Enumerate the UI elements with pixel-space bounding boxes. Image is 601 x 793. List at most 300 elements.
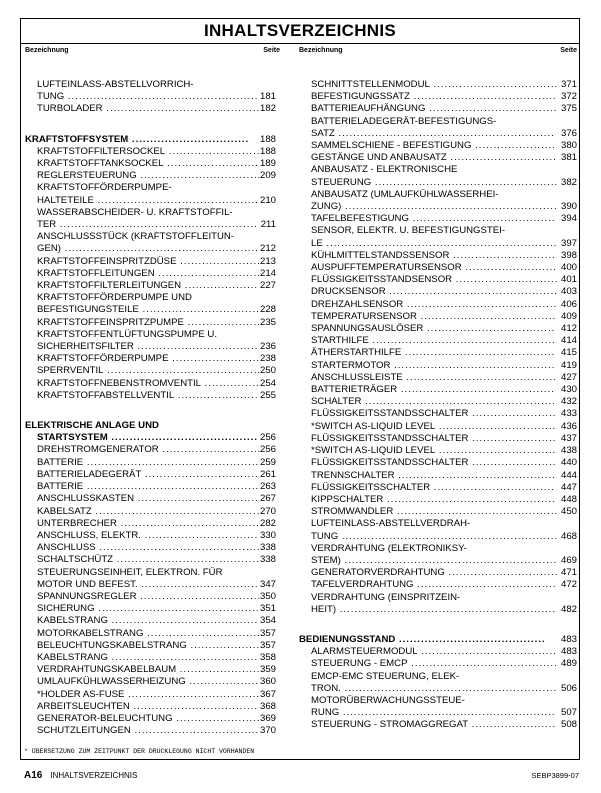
entry-title: GENERATOR-BELEUCHTUNG .......................: [37, 712, 261, 724]
entry-title: STEUERUNG - STROMAGGREGAT .......................: [311, 719, 557, 731]
dot-leader: ...............................................................: [322, 237, 558, 249]
dot-leader: ............................................: [390, 359, 556, 371]
entry-page: 259: [259, 456, 276, 468]
entry-page: 469: [560, 554, 577, 566]
toc-entry[interactable]: [25, 329, 280, 341]
entry-page: 357: [259, 627, 276, 639]
entry-title: TRON. ..........................................................: [311, 682, 558, 694]
entry-title: ÄTHERSTARTHILFE .........................................: [311, 347, 556, 359]
dot-leader: .............................................: [91, 505, 261, 517]
entry-page: 267: [259, 493, 276, 505]
toc-entry[interactable]: [25, 353, 280, 365]
toc-entry[interactable]: [299, 128, 577, 140]
entry-page: 506: [560, 682, 577, 694]
dot-leader: ..........................................................: [339, 707, 556, 719]
entry-page: 235: [259, 316, 276, 328]
dot-leader: .................................: [430, 481, 555, 493]
dot-leader: ............................................: [93, 194, 259, 206]
toc-entry[interactable]: [25, 567, 280, 579]
toc-entry[interactable]: [25, 365, 280, 377]
toc-entry[interactable]: [299, 360, 577, 372]
column-header: [25, 47, 280, 59]
document-number: SEBP3899-07: [531, 771, 579, 780]
entry-title: SATZ ...........................................................: [311, 127, 555, 139]
dot-leader: ......................................: [413, 579, 557, 591]
entry-title: KIPPSCHALTER ..............................................: [311, 493, 556, 505]
toc-entry[interactable]: [299, 250, 577, 262]
header-name: Bezeichnung: [299, 47, 343, 54]
entry-page: 238: [259, 353, 276, 365]
entry-page: 250: [259, 365, 276, 377]
toc-entry[interactable]: [299, 555, 577, 567]
dot-leader: ...............................: [140, 529, 259, 541]
entry-page: 368: [259, 700, 276, 712]
toc-entry[interactable]: [299, 683, 577, 695]
toc-entry[interactable]: [299, 189, 577, 201]
toc-entry[interactable]: [25, 158, 280, 170]
dot-leader: .................................: [136, 590, 262, 602]
toc-section[interactable]: [299, 634, 577, 646]
entry-title: ALARMSTEUERMODUL .....................................: [311, 646, 557, 658]
left-entry-list: [25, 79, 280, 737]
dot-leader: ...............................: [141, 468, 259, 480]
left-column: [25, 45, 280, 737]
entry-page: 255: [259, 389, 276, 401]
dot-leader: .............................: [446, 152, 557, 164]
toc-entry[interactable]: [299, 470, 577, 482]
entry-title: SPANNUNGSREGLER .................................: [37, 590, 262, 602]
entry-page: 483: [560, 633, 577, 645]
entry-page: 450: [560, 506, 577, 518]
dot-leader: .................................: [133, 341, 259, 353]
toc-entry[interactable]: [299, 408, 577, 420]
toc-entry[interactable]: [299, 91, 577, 103]
dot-leader: ..........................................................: [341, 201, 558, 213]
toc-entry[interactable]: [25, 603, 280, 615]
toc-entry[interactable]: [25, 378, 280, 390]
section-gap: [299, 616, 577, 634]
entry-page: 367: [259, 688, 276, 700]
entry-title: SICHERUNG ............................................: [37, 603, 260, 615]
entry-title: SCHUTZLEITUNGEN ..................................: [37, 725, 260, 737]
dot-leader: ...........................................................: [334, 127, 555, 139]
entry-page: 433: [560, 408, 577, 420]
dot-leader: .......................: [468, 719, 557, 731]
entry-title: TAFELVERDRAHTUNG ......................................: [311, 579, 557, 591]
dot-leader: ...............: [201, 377, 260, 389]
dot-leader: ........................................: [407, 658, 558, 670]
toc-entry[interactable]: [299, 707, 577, 719]
toc-entry[interactable]: [299, 567, 577, 579]
entry-page: 482: [560, 603, 577, 615]
entry-page: 338: [259, 554, 276, 566]
toc-entry[interactable]: [25, 579, 280, 591]
toc-entry[interactable]: [25, 518, 280, 530]
entry-page: 381: [560, 152, 577, 164]
entry-title: DREHZAHLSENSOR .........................................: [311, 298, 558, 310]
toc-entry[interactable]: [25, 195, 280, 207]
entry-title: GESTÄNGE UND ANBAUSATZ .............................: [311, 152, 557, 164]
dot-leader: ........................................: [107, 615, 259, 627]
toc-section[interactable]: [25, 134, 280, 146]
toc-entry[interactable]: [299, 719, 577, 731]
toc-entry[interactable]: [25, 219, 280, 231]
entry-title: MOTORÜBERWACHUNGSSTEUE-: [311, 694, 465, 706]
entry-page: 468: [560, 530, 577, 542]
entry-title: SCHNITTSTELLENMODUL ..................................: [311, 79, 559, 90]
toc-entry[interactable]: [299, 164, 577, 176]
entry-title: FLÜSSIGKEITSSTANDSSCHALTER .......................: [311, 408, 557, 420]
toc-entry[interactable]: [299, 579, 577, 591]
entry-title: KRAFTSTOFFABSTELLVENTIL ......................: [37, 389, 259, 401]
entry-page: 338: [259, 542, 276, 554]
entry-page: 256: [259, 432, 276, 444]
entry-page: 182: [259, 103, 276, 115]
toc-entry[interactable]: [299, 482, 577, 494]
toc-entry[interactable]: [299, 262, 577, 274]
toc-entry[interactable]: [25, 469, 280, 481]
toc-entry[interactable]: [25, 231, 280, 243]
entry-title: SENSOR, ELEKTR. U. BEFESTIGUNGSTEI-: [311, 225, 506, 237]
toc-entry[interactable]: [299, 79, 577, 91]
toc-entry[interactable]: [299, 140, 577, 152]
entry-title: LUFTEINLASS-ABSTELLVERDRAH-: [311, 518, 471, 530]
entry-title: BEFESTIGUNGSTEILE ................................: [37, 304, 260, 316]
entry-title: STARTERMOTOR ............................................: [311, 359, 556, 371]
toc-entry[interactable]: [299, 335, 577, 347]
dot-leader: ................................: [128, 133, 250, 145]
page-title: INHALTSVERZEICHNIS: [21, 19, 579, 44]
entry-title: FLÜSSIGKEITSSTANDSSCHALTER .......................: [311, 457, 557, 469]
entry-title: KÜHLMITTELSTANDSSENSOR ............................: [311, 249, 556, 261]
entry-title: KRAFTSTOFFNEBENSTROMVENTIL ...............: [37, 377, 260, 389]
entry-page: 371: [560, 79, 577, 90]
entry-page: 370: [259, 725, 276, 737]
entry-page: 382: [560, 176, 577, 188]
toc-entry[interactable]: [25, 725, 280, 737]
dot-leader: ....................: [183, 316, 261, 328]
footer-title: INHALTSVERZEICHNIS: [50, 771, 138, 780]
entry-page: 351: [259, 603, 276, 615]
header-name: Bezeichnung: [25, 47, 69, 54]
entry-page: 397: [560, 237, 577, 249]
entry-title: ANSCHLUSSSTÜCK (KRAFTSTOFFLEITUN-: [37, 231, 235, 243]
footnote: * ÜBERSETZUNG ZUM ZEITPUNKT DER DRUCKLEGUNG NICHT VORHANDEN: [24, 748, 255, 755]
dot-leader: ..........................................: [102, 103, 261, 115]
entry-page: 376: [560, 127, 577, 139]
toc-entry[interactable]: [299, 177, 577, 189]
toc-entry[interactable]: [25, 664, 280, 676]
entry-title: LUFTEINLASS-ABSTELLVORRICH-: [37, 79, 194, 90]
entry-title: BEDIENUNGSSTAND ........................................: [299, 633, 546, 645]
toc-entry[interactable]: [25, 652, 280, 664]
toc-entry[interactable]: [299, 531, 577, 543]
toc-entry[interactable]: [25, 268, 280, 280]
toc-entry[interactable]: [299, 592, 577, 604]
entry-title: MOTORKABELSTRANG ...............................: [37, 627, 261, 639]
entry-title: ANBAUSATZ (UMLAUFKÜHLWASSERHEI-: [311, 188, 499, 200]
dot-leader: .........................................: [402, 371, 557, 383]
toc-entry[interactable]: [25, 591, 280, 603]
entry-page: 357: [259, 639, 276, 651]
entry-page: 359: [259, 664, 276, 676]
toc-entry[interactable]: [299, 494, 577, 506]
header-page: Seite: [560, 47, 577, 54]
dot-leader: .....................................: [416, 310, 557, 322]
dot-leader: ....................................................: [64, 91, 259, 103]
toc-entry[interactable]: [25, 713, 280, 725]
toc-entry[interactable]: [25, 542, 280, 554]
entry-title: SICHERHEITSFILTER .................................: [37, 341, 259, 353]
dot-leader: ............................: [449, 249, 556, 261]
section-gap: [25, 116, 280, 134]
dot-leader: .........................................: [401, 347, 556, 359]
entry-title: KRAFTSTOFFÖRDERPUMPE UND: [37, 292, 192, 304]
header-page: Seite: [263, 47, 280, 54]
entry-page: 209: [259, 170, 276, 182]
entry-title: VERDRAHTUNG (EINSPRITZEIN-: [311, 591, 461, 603]
dot-leader: .......................................: [409, 91, 557, 103]
toc-entry[interactable]: [25, 701, 280, 713]
toc-entry[interactable]: [299, 238, 577, 250]
entry-title: TAFELBEFESTIGUNG .......................................: [311, 213, 556, 225]
dot-leader: ............................: [154, 267, 261, 279]
entry-title: ANBAUSATZ - ELEKTRONISCHE: [311, 164, 458, 176]
page-footer-left: [24, 770, 137, 781]
toc-entry[interactable]: [299, 658, 577, 670]
entry-page: 472: [560, 579, 577, 591]
entry-page: 211: [260, 219, 276, 231]
entry-title: FLÜSSIGKEITSSTANDSENSOR ............................: [311, 274, 559, 286]
entry-title: BATTERIETRÄGER ..........................................: [311, 384, 555, 396]
entry-title: BATTERIE ...............................................: [37, 481, 260, 493]
dot-leader: .......................................: [113, 554, 260, 566]
toc-entry[interactable]: [25, 615, 280, 627]
entry-title: MOTOR UND BEFEST. ................................: [37, 578, 259, 590]
entry-title: BATTERIE ...............................................: [37, 456, 260, 468]
toc-entry[interactable]: [25, 146, 280, 158]
dot-leader: ......................: [176, 255, 261, 267]
dot-leader: .........................................: [403, 298, 558, 310]
dot-leader: ........................: [168, 353, 261, 365]
entry-page: 282: [259, 517, 276, 529]
entry-page: 508: [560, 719, 577, 731]
toc-entry[interactable]: [25, 280, 280, 292]
dot-leader: ......................................: [116, 517, 260, 529]
dot-leader: ..............................................: [385, 286, 558, 298]
toc-entry[interactable]: [299, 543, 577, 555]
toc-section[interactable]: [25, 432, 280, 444]
toc-entry[interactable]: [25, 103, 280, 115]
entry-title: *SWITCH AS-LIQUID LEVEL ................................: [311, 420, 557, 432]
toc-entry[interactable]: [299, 421, 577, 433]
entry-title: ARBEITSLEUCHTEN ..................................: [37, 700, 259, 712]
dot-leader: ..................................: [130, 725, 260, 737]
toc-entry[interactable]: [299, 384, 577, 396]
entry-title: HEIT) ...........................................................: [311, 603, 556, 615]
entry-title: STROMWANDLER ............................................: [311, 506, 559, 518]
entry-page: 406: [560, 298, 577, 310]
entry-page: 444: [560, 469, 577, 481]
toc-entry[interactable]: [299, 225, 577, 237]
toc-entry[interactable]: [25, 689, 280, 701]
toc-entry[interactable]: [25, 292, 280, 304]
entry-title: ANSCHLUSS ............................................: [37, 542, 261, 554]
toc-entry[interactable]: [25, 554, 280, 566]
toc-entry[interactable]: [299, 103, 577, 115]
dot-leader: ..........................................................: [340, 682, 558, 694]
entry-title: STEM) ..........................................................: [311, 554, 558, 566]
dot-leader: ......................: [471, 140, 556, 152]
entry-page: 403: [560, 286, 577, 298]
entry-page: 254: [259, 377, 276, 389]
entry-title: STARTHILFE ..................................................: [311, 335, 556, 347]
entry-title: SAMMELSCHIENE - BEFESTIGUNG ......................: [311, 140, 556, 152]
toc-entry[interactable]: [299, 396, 577, 408]
dot-leader: .......................: [468, 432, 557, 444]
entry-title: KRAFTSTOFFILTERSOCKEL .........................: [37, 145, 261, 157]
toc-entry[interactable]: [299, 286, 577, 298]
toc-entry[interactable]: [25, 341, 280, 353]
entry-page: 440: [560, 457, 577, 469]
dot-leader: .................................: [136, 170, 262, 182]
entry-title: BATTERIELADEGERÄT-BEFESTIGUNGS-: [311, 115, 497, 127]
entry-page: 360: [259, 676, 276, 688]
toc-entry[interactable]: [25, 530, 280, 542]
toc-entry[interactable]: [299, 518, 577, 530]
entry-title: SPANNUNGSAUSLÖSER ...................................: [311, 323, 556, 335]
dot-leader: ............................: [452, 274, 559, 286]
entry-page: 437: [560, 432, 577, 444]
entry-title: KRAFTSTOFFSYSTEM ................................: [25, 133, 250, 145]
dot-leader: .....................................................: [60, 243, 259, 255]
entry-title: TER ......................................................: [37, 219, 258, 231]
toc-section[interactable]: [25, 420, 280, 432]
entry-title: KRAFTSTOFFLEITUNGEN ............................: [37, 267, 261, 279]
dot-leader: .........................: [461, 262, 557, 274]
entry-page: 401: [560, 274, 577, 286]
entry-page: 430: [560, 384, 577, 396]
entry-title: STARTSYSTEM ........................................: [37, 432, 259, 444]
entry-page: 236: [259, 341, 276, 353]
entry-page: 261: [259, 468, 276, 480]
entry-page: 448: [560, 493, 577, 505]
toc-entry[interactable]: [25, 390, 280, 402]
dot-leader: ....................................................: [361, 396, 556, 408]
toc-entry[interactable]: [299, 433, 577, 445]
page-number: A16: [24, 770, 43, 781]
toc-entry[interactable]: [25, 243, 280, 255]
entry-page: 330: [259, 529, 276, 541]
entry-page: 181: [259, 91, 276, 103]
dot-leader: ..................................................: [371, 176, 559, 188]
entry-title: DRUCKSENSOR ..............................................: [311, 286, 558, 298]
toc-entry[interactable]: [299, 152, 577, 164]
toc-entry[interactable]: [299, 372, 577, 384]
toc-entry[interactable]: [25, 506, 280, 518]
dot-leader: ................................: [435, 420, 557, 432]
toc-entry[interactable]: [25, 628, 280, 640]
toc-entry[interactable]: [299, 695, 577, 707]
entry-title: ANSCHLUSS, ELEKTR. ...............................: [37, 529, 259, 541]
toc-entry[interactable]: [25, 317, 280, 329]
entry-title: HALTETEILE ............................................: [37, 194, 259, 206]
entry-title: KRAFTSTOFFILTERLEITUNGEN ....................: [37, 280, 259, 292]
toc-entry[interactable]: [25, 256, 280, 268]
entry-page: 380: [560, 140, 577, 152]
toc-entry[interactable]: [299, 299, 577, 311]
toc-entry[interactable]: [299, 445, 577, 457]
dot-leader: ........................................: [395, 633, 546, 645]
entry-title: FLÜSSIGKEITSSCHALTER .................................: [311, 481, 555, 493]
entry-title: REGLERSTEUERUNG .................................: [37, 170, 262, 182]
entry-title: KABELSTRANG ........................................: [37, 651, 259, 663]
entry-title: ELEKTRISCHE ANLAGE UND: [25, 420, 159, 432]
toc-entry[interactable]: [25, 676, 280, 688]
toc-entry[interactable]: [25, 182, 280, 194]
entry-page: 213: [259, 255, 276, 267]
toc-entry[interactable]: [299, 323, 577, 335]
toc-entry[interactable]: [25, 457, 280, 469]
dot-leader: ....................: [181, 280, 259, 292]
entry-title: ANSCHLUSSKASTEN .................................: [37, 493, 259, 505]
toc-entry[interactable]: [25, 207, 280, 219]
toc-entry[interactable]: [25, 444, 280, 456]
right-entry-list: [299, 79, 577, 732]
toc-entry[interactable]: [299, 213, 577, 225]
entry-page: 369: [259, 712, 276, 724]
toc-entry[interactable]: [299, 311, 577, 323]
entry-title: SCHALTSCHÜTZ .......................................: [37, 554, 260, 566]
dot-leader: .........................: [165, 145, 261, 157]
toc-entry[interactable]: [299, 457, 577, 469]
dot-leader: .......................: [468, 457, 557, 469]
toc-entry[interactable]: [25, 91, 280, 103]
toc-entry[interactable]: [299, 506, 577, 518]
entry-title: KRAFTSTOFFEINSPRITZDÜSE ......................: [37, 255, 261, 267]
entry-title: EMCP-EMC STEUERUNG, ELEK-: [311, 670, 460, 682]
entry-page: 390: [560, 201, 577, 213]
toc-entry[interactable]: [25, 304, 280, 316]
entry-title: KABELSATZ .............................................: [37, 505, 261, 517]
entry-page: 419: [560, 359, 577, 371]
toc-entry[interactable]: [299, 646, 577, 658]
entry-title: LE ...............................................................: [311, 237, 558, 249]
entry-page: 347: [259, 578, 276, 590]
entry-page: 270: [259, 505, 276, 517]
dot-leader: .................................: [134, 493, 259, 505]
entry-page: 447: [560, 481, 577, 493]
toc-entry[interactable]: [299, 201, 577, 213]
entry-title: BEFESTIGUNGSSATZ .......................................: [311, 91, 557, 103]
toc-entry[interactable]: [299, 671, 577, 683]
entry-page: 372: [560, 91, 577, 103]
toc-entry[interactable]: [25, 493, 280, 505]
dot-leader: ............................................: [94, 603, 260, 615]
toc-entry[interactable]: [25, 170, 280, 182]
toc-entry[interactable]: [25, 640, 280, 652]
entry-title: *SWITCH AS-LIQUID LEVEL ................................: [311, 445, 557, 457]
toc-entry[interactable]: [25, 79, 280, 91]
toc-entry[interactable]: [299, 604, 577, 616]
toc-entry[interactable]: [25, 481, 280, 493]
toc-entry[interactable]: [299, 347, 577, 359]
dot-leader: ...........................................................: [336, 603, 556, 615]
entry-title: ZUNG) ..........................................................: [311, 201, 558, 213]
toc-entry[interactable]: [299, 274, 577, 286]
toc-entry[interactable]: [299, 116, 577, 128]
dot-leader: .......................: [468, 408, 557, 420]
